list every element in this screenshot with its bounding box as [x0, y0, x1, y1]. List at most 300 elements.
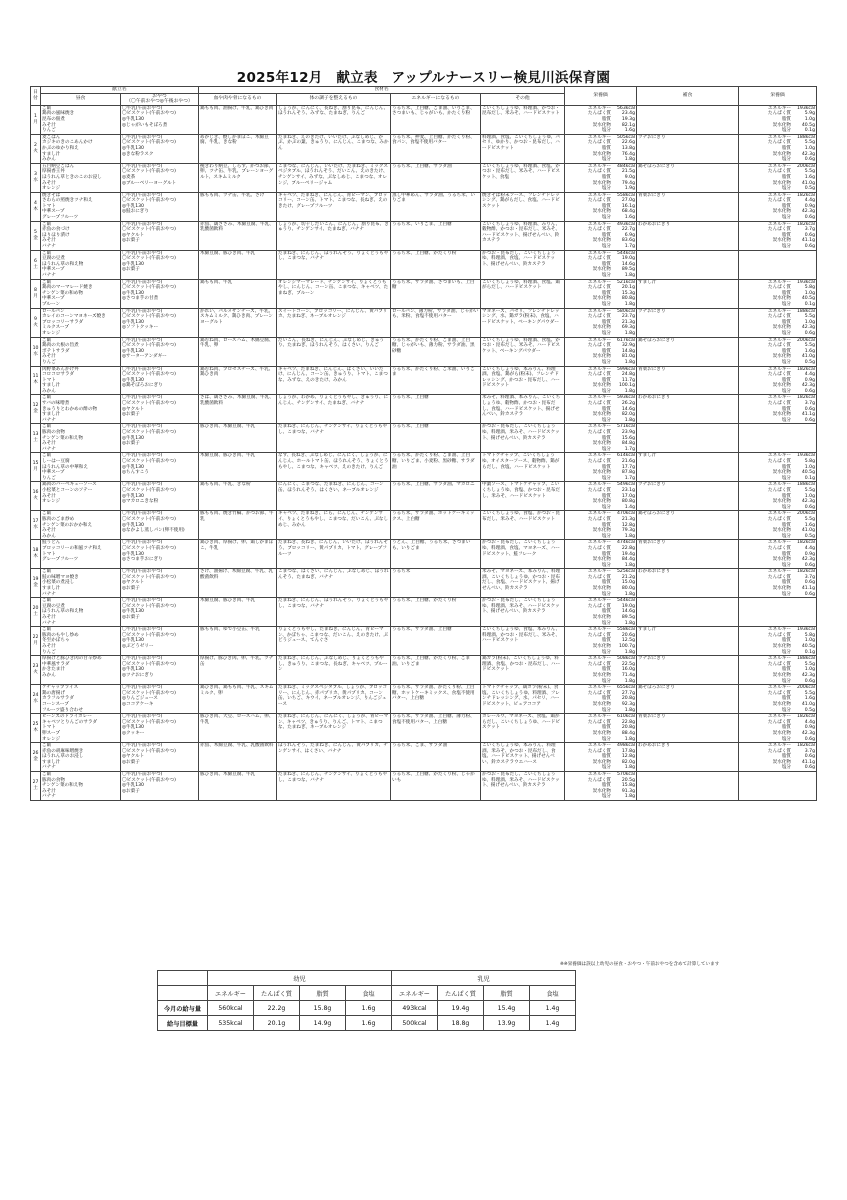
snack-item: 〇牛乳(午前おやつ): [122, 424, 163, 430]
other-ingredients-cell: [481, 337, 565, 366]
lunch-item: りんご: [42, 649, 56, 655]
nutrition-label: たんぱく質: [588, 256, 612, 262]
nutrition2-cell: [739, 192, 817, 221]
nutrition-value: 570kcal: [616, 772, 636, 778]
lunch-item: すまし汁: [42, 586, 61, 592]
nutrition-value: 80.8g: [621, 296, 636, 302]
nutrition-label: たんぱく質: [588, 111, 612, 117]
nutrition-value: 14.6g: [621, 261, 636, 267]
nutrition2-label: 脂質: [781, 203, 792, 209]
body-foods: たまねぎ、にんじん、ぶなしめじ、りょくとうもやし、きゅうり、こまつな、長ねぎ、キャベツ、プルーン: [278, 656, 388, 673]
nutrition-line: [566, 621, 635, 627]
body-foods-cell: [277, 685, 391, 714]
nutrition2-value: 5.5g: [804, 661, 816, 667]
nutrition2-label: 脂質: [781, 116, 792, 122]
nutrition-label: エネルギー: [588, 424, 612, 430]
summary-value: 14.9g: [300, 1016, 346, 1031]
nutrition2-label: 塩分: [781, 649, 792, 655]
date-cell: [31, 656, 41, 685]
nutrition2-value: 42.3g: [801, 151, 816, 157]
nutrition-label: 脂質: [601, 725, 612, 731]
nutrition2-label: 脂質: [781, 145, 792, 151]
nutrition2-cell: [739, 308, 817, 337]
summary-column-row: [158, 986, 576, 1001]
lunch-item: みそ汁: [42, 788, 56, 794]
nutrition-label: 脂質: [601, 580, 612, 586]
day-number: 23: [32, 664, 39, 670]
blood-foods-cell: [199, 714, 277, 743]
nutrition-line: [566, 794, 635, 800]
weekday: 火: [33, 322, 38, 328]
lunch-item: バナナ: [42, 244, 56, 250]
lunch-item: みそ汁: [42, 441, 56, 447]
nutrition2-value: 42.3g: [801, 209, 816, 215]
day-row: [31, 511, 817, 540]
header-other: その他: [481, 93, 565, 105]
nutrition2-value: 42.3g: [801, 730, 816, 736]
nutrition2-value: 41.0g: [801, 180, 816, 186]
energy-foods: うるち米、サラダ油、さつまいも、上白糖: [392, 279, 475, 291]
supplement-cell: [637, 163, 739, 192]
weekday: 水: [33, 699, 38, 705]
snack-item: ◎牛乳130: [122, 348, 144, 354]
supplement-item: ツナおにぎり: [638, 656, 666, 662]
weekday: 月: [33, 119, 38, 125]
other-ingredients: こいくちしょうゆ、料理酒、かつお・昆布だし、米みそ、ハードビスケット: [482, 105, 560, 117]
nutrition2-label: 炭水化物: [772, 354, 792, 360]
other-ingredients-cell: [481, 482, 565, 511]
lunch-cell: [41, 743, 121, 772]
nutrition2-label: たんぱく質: [768, 314, 792, 320]
other-ingredients: 料理酒、食塩、こいくちしょうゆ、パセリ、ゆかり、かつお・昆布だし、ハードビスケット: [482, 134, 560, 151]
nutrition2-value: 1.0g: [804, 290, 816, 296]
date-cell: [31, 163, 41, 192]
nutrition-line: [566, 765, 635, 771]
nutrition2-value: 200kcal: [796, 685, 816, 691]
weekday: 木: [33, 206, 38, 212]
nutrition-label: たんぱく質: [588, 343, 612, 349]
snack-cell: [121, 627, 199, 656]
nutrition2-value: 5.5g: [804, 140, 816, 146]
body-foods: こまつな、にんじん、いいたけ、たまねぎ、ミックスベジタブル、ほうれんそう、だいこん、えのきたけ、チンゲンサイ、みずな、ぶなしめじ、こまつな、オレンジ、ブルーベリージャム: [278, 163, 389, 186]
nutrition2-label: 脂質: [781, 290, 792, 296]
nutrition2-value: 5.8g: [804, 632, 816, 638]
supplement-cell: [637, 308, 739, 337]
nutrition2-label: エネルギー: [768, 453, 792, 459]
summary-row-target: [158, 1016, 576, 1031]
nutrition-value: 1.6g: [624, 128, 636, 134]
summary-corner: [158, 971, 208, 986]
day-number: 26: [32, 751, 39, 757]
nutrition-label: 炭水化物: [592, 528, 612, 534]
nutrition2-label: エネルギー: [768, 279, 792, 285]
snack-item: ◎鶏そぼろおにぎり: [122, 383, 163, 389]
lunch-cell: [41, 656, 121, 685]
nutrition2-value: 1.6g: [804, 522, 816, 528]
nutrition2-value: 5.5g: [804, 487, 816, 493]
nutrition-value: 474kcal: [616, 540, 636, 546]
nutrition2-value: 1.0g: [804, 638, 816, 644]
snack-item: ◎麦茶: [122, 174, 136, 180]
nutrition-label: たんぱく質: [588, 430, 612, 436]
snack-item: 〇牛乳(午前おやつ): [122, 685, 163, 691]
snack-item: ◎牛乳130: [122, 377, 144, 383]
snack-item: ◎きな粉ラスク: [122, 151, 154, 157]
day-number: 13: [32, 432, 39, 438]
blood-foods: 鶏もも肉、油揚げ、牛乳、鶏ひき肉: [200, 105, 274, 111]
summary-col-header: 脂質: [484, 986, 530, 1001]
nutrition2-label: たんぱく質: [768, 545, 792, 551]
nutrition-value: 6.9g: [624, 232, 636, 238]
lunch-item: かきたま汁: [42, 667, 65, 673]
lunch-item: ご飯: [42, 772, 52, 778]
snack-item: 〇牛乳(午前おやつ): [122, 540, 163, 546]
nutrition-label: 脂質: [601, 551, 612, 557]
blood-foods-cell: [199, 569, 277, 598]
blood-foods-cell: [199, 685, 277, 714]
nutrition2-value: 0.1g: [804, 475, 816, 481]
nutrition2-label: エネルギー: [768, 308, 792, 314]
nutrition-value: 558kcal: [616, 627, 636, 633]
weekday: 木: [33, 554, 38, 560]
date-cell: [31, 482, 41, 511]
supplement-cell: [637, 540, 739, 569]
snack-item: 〇牛乳(午前おやつ): [122, 511, 163, 517]
energy-foods-cell: [391, 192, 481, 221]
body-foods: ほうれんそう、たまねぎ、にんじん、黄パプリカ、チンゲンサイ、はくさい、バナナ: [278, 743, 388, 754]
nutrition2-label: たんぱく質: [768, 748, 792, 754]
lunch-item: すまし汁: [42, 412, 61, 418]
nutrition-label: 脂質: [601, 348, 612, 354]
day-row: [31, 743, 817, 772]
weekday: 金: [33, 583, 38, 589]
body-foods: りょくとうもやし、たまねぎ、にんじん、青ピーマン、かぼちゃ、こまつな、だいこん、えのきたけ、ぶどうジュース、てんぐさ: [278, 627, 388, 644]
nutrition2-cell: [739, 685, 817, 714]
nutrition-value: 14.8g: [621, 348, 636, 354]
body-foods-cell: [277, 453, 391, 482]
nutrition-label: 塩分: [601, 504, 612, 510]
body-foods: こまつな、はくさい、にんじん、ぶなしめじ、ほうれんそう、たまねぎ、バナナ: [278, 569, 389, 580]
lunch-item: みそ汁: [42, 528, 56, 534]
nutrition-label: 炭水化物: [592, 586, 612, 592]
nutrition-label: エネルギー: [588, 366, 612, 372]
nutrition-cell: [565, 685, 637, 714]
nutrition-value: 82.0g: [621, 412, 636, 418]
other-ingredients-cell: [481, 743, 565, 772]
lunch-item: 中華スープ: [42, 296, 65, 302]
nutrition-value: 19.0g: [621, 603, 636, 609]
nutrition2-value: 0.6g: [804, 591, 816, 597]
summary-value: 15.4g: [484, 1001, 530, 1016]
day-row: [31, 395, 817, 424]
day-row: [31, 540, 817, 569]
nutrition-label: エネルギー: [588, 714, 612, 720]
day-row: [31, 192, 817, 221]
snack-item: ◎牛乳130: [122, 203, 144, 209]
snack-item: 〇牛乳(午前おやつ): [122, 192, 163, 198]
nutrition-value: 1.8g: [624, 707, 636, 713]
nutrition2-label: たんぱく質: [768, 169, 792, 175]
supplement-item: 青菜おにぎり: [638, 714, 666, 720]
nutrition-value: 9.0g: [624, 174, 636, 180]
nutrition-label: 脂質: [601, 319, 612, 325]
weekday: 金: [33, 409, 38, 415]
nutrition2-value: 0.6g: [804, 736, 816, 742]
day-number: 17: [32, 519, 39, 525]
lunch-item: カジキのきのこあんかけ: [42, 140, 93, 146]
nutrition2-value: 42.3g: [801, 383, 816, 389]
nutrition2-label: 塩分: [781, 186, 792, 192]
nutrition2-cell: [739, 134, 817, 163]
nutrition-label: たんぱく質: [588, 748, 612, 754]
lunch-cell: [41, 337, 121, 366]
day-number: 16: [32, 490, 39, 496]
lunch-item: ほうれん草の中華和え: [42, 464, 88, 470]
nutrition-label: 脂質: [601, 290, 612, 296]
day-row: [31, 772, 817, 801]
nutrition2-value: 188kcal: [796, 656, 816, 662]
weekday: 火: [33, 148, 38, 154]
nutrition-label: エネルギー: [588, 308, 612, 314]
nutrition-label: エネルギー: [588, 482, 612, 488]
nutrition2-label: 脂質: [781, 174, 792, 180]
supplement-cell: [637, 424, 739, 453]
blood-foods-cell: [199, 743, 277, 772]
weekday: 土: [33, 786, 38, 792]
snack-item: ◎りんごジュース: [122, 696, 158, 702]
nutrition-line: [566, 331, 635, 337]
supplement-cell: [637, 192, 739, 221]
other-ingredients-cell: [481, 308, 565, 337]
nutrition2-label: 塩分: [781, 128, 792, 134]
nutrition2-label: 炭水化物: [772, 701, 792, 707]
date-cell: [31, 250, 41, 279]
day-row: [31, 656, 817, 685]
energy-foods: うるち米、かたくり粉、ごま油、上白糖、いりごま、小麦粉、黒砂糖、サラダ油: [392, 453, 475, 470]
other-ingredients-cell: [481, 192, 565, 221]
lunch-item: ご飯: [42, 221, 52, 227]
nutrition2-value: 0.9g: [804, 725, 816, 731]
summary-value: 1.4g: [530, 1001, 576, 1016]
nutrition2-value: 40.5g: [801, 122, 816, 128]
nutrition2-label: エネルギー: [768, 569, 792, 575]
summary-value: 535kcal: [208, 1016, 254, 1031]
lunch-item: バナナ: [42, 765, 56, 771]
nutrition2-value: 193kcal: [796, 627, 816, 633]
nutrition2-label: エネルギー: [768, 221, 792, 227]
date-cell: [31, 569, 41, 598]
summary-value: 560kcal: [208, 1001, 254, 1016]
nutrition-label: たんぱく質: [588, 401, 612, 407]
lunch-item: ビーンズのドライカレー: [42, 714, 92, 720]
lunch-item: 鮭うどん: [42, 540, 61, 546]
lunch-item: フルーツ盛り合わせ: [42, 707, 83, 713]
lunch-item: みそ汁: [42, 354, 56, 360]
nutrition2-value: 4.4g: [804, 372, 816, 378]
nutrition-value: 100.7g: [618, 644, 636, 649]
weekday: 水: [33, 525, 38, 531]
nutrition-value: 79.3g: [621, 528, 636, 534]
blood-foods-cell: [199, 482, 277, 511]
lunch-item: 鶏の唐揚げ: [42, 690, 65, 696]
snack-item: ◎鮭おにぎり: [122, 209, 149, 215]
lunch-item: カレイのコーンマヨネーズ焼き: [42, 314, 106, 320]
lunch-item: 肉野菜あんかけ丼: [42, 366, 79, 372]
header-snack: [121, 93, 199, 105]
snack-item: 〇ビスケット(午前おやつ): [122, 198, 176, 204]
nutrition2-value: 0.6g: [804, 417, 816, 423]
blood-foods: 豚ひき肉、木綿豆腐、牛乳: [200, 424, 256, 430]
nutrition2-value: 40.5g: [801, 470, 816, 476]
date-cell: [31, 366, 41, 395]
lunch-item: ご飯: [42, 105, 52, 111]
nutrition-value: 13.8g: [621, 145, 636, 151]
supplement-item: ツナおにぎり: [638, 134, 666, 140]
nutrition2-value: 182kcal: [796, 714, 816, 720]
snack-item: 〇牛乳(午前おやつ): [122, 221, 163, 227]
nutrition-label: 脂質: [601, 493, 612, 499]
snack-item: ◎ちんすこう: [122, 470, 149, 476]
nutrition2-value: 0.6g: [804, 330, 816, 336]
nutrition2-value: 0.6g: [804, 215, 816, 221]
lunch-item: チンゲン菜のおかか和え: [42, 522, 93, 528]
other-ingredients: かつお・昆布だし、こいくちしょうゆ、料理酒、食塩、マヨネーズ、ハードビスケット、鮭フレーク: [482, 540, 560, 557]
nutrition-label: 炭水化物: [592, 296, 612, 302]
nutrition-value: 22.8g: [621, 545, 636, 551]
nutrition2-label: たんぱく質: [768, 401, 792, 407]
nutrition-value: 23.1g: [621, 487, 636, 493]
lunch-cell: [41, 598, 121, 627]
lunch-item: 小松菜とコーンのソテー: [42, 487, 93, 493]
nutrition2-value: 5.5g: [804, 343, 816, 349]
energy-foods: うるち米、上白糖、サラダ油、マカロニ: [392, 482, 475, 488]
nutrition-label: 塩分: [601, 244, 612, 250]
nutrition-label: 脂質: [601, 261, 612, 267]
snack-item: ◎ヤクルト: [122, 580, 145, 586]
body-foods: たまねぎ、えのきたけ、いいたけ、ぶなしめじ、かぶ、かぶの葉、きゅうり、にんじん、こまつな、みかん: [278, 134, 389, 151]
nutrition2-value: 1.0g: [804, 145, 816, 151]
nutrition2-value: 3.7g: [804, 574, 816, 580]
nutrition-label: 炭水化物: [592, 354, 612, 360]
nutrition2-value: 0.5g: [804, 707, 816, 713]
snack-item: 〇牛乳(午前おやつ): [122, 569, 163, 575]
header-nutrition: 栄養価: [565, 87, 637, 106]
lunch-item: ご飯: [42, 337, 52, 343]
lunch-item: 豚肉のごま炒め: [42, 516, 75, 522]
nutrition-value: 22.7g: [621, 227, 636, 233]
day-number: 18: [32, 548, 39, 554]
supplement-cell: [637, 743, 739, 772]
day-number: 8: [34, 287, 37, 293]
nutrition2-value: 0.6g: [804, 244, 816, 250]
nutrition2-value: 0.6g: [804, 580, 816, 586]
nutrition2-cell: [739, 366, 817, 395]
lunch-cell: [41, 714, 121, 743]
nutrition-value: 23.7g: [621, 314, 636, 320]
summary-col-header: エネルギー: [208, 986, 254, 1001]
supplement-cell: [637, 569, 739, 598]
energy-foods-cell: [391, 627, 481, 656]
body-foods: たまねぎ、にんじん、チンゲンサイ、りょくとうもやし、こまつな、バナナ: [278, 772, 388, 783]
lunch-item: ご飯: [42, 279, 52, 285]
nutrition-label: エネルギー: [588, 337, 612, 343]
nutrition2-value: 182kcal: [796, 221, 816, 227]
nutrition-label: たんぱく質: [588, 574, 612, 580]
snack-item: 〇ビスケット(午前おやつ): [122, 343, 176, 349]
day-number: 11: [32, 374, 39, 380]
nutrition-value: 82.1g: [621, 122, 636, 128]
nutrition-value: 17.8g: [621, 748, 636, 754]
nutrition2-cell: [739, 743, 817, 772]
date-cell: [31, 337, 41, 366]
body-foods: キャベツ、たまねぎ、にんじん、青ピーマン、ブロッコリー、コーン缶、トマト、こまつな、長ねぎ、えのきたけ、グレープフルーツ: [278, 192, 388, 209]
nutrition-label: 塩分: [601, 765, 612, 771]
nutrition2-value: 4.4g: [804, 545, 816, 551]
nutrition2-cell: [739, 540, 817, 569]
snack-item: ◎ココアケーキ: [122, 701, 154, 707]
nutrition-value: 484kcal: [616, 163, 636, 169]
nutrition-value: 1.7g: [624, 446, 636, 452]
body-foods-cell: [277, 192, 391, 221]
snack-item: 〇ビスケット(午前おやつ): [122, 777, 176, 783]
body-foods-cell: [277, 540, 391, 569]
supplement-item: 鶏そぼろおにぎり: [638, 163, 675, 169]
blood-foods-cell: [199, 105, 277, 134]
blood-foods: 豚もも肉、焼き竹輪、かつお節、牛乳: [200, 511, 274, 522]
weekday: 火: [33, 670, 38, 676]
nutrition2-line: [740, 302, 815, 308]
blood-foods-cell: [199, 221, 277, 250]
day-number: 25: [32, 722, 39, 728]
energy-foods-cell: [391, 511, 481, 540]
blood-foods: 鶏むね肉、プロセスチーズ、牛乳、鶏ひき肉: [200, 366, 274, 378]
nutrition2-label: たんぱく質: [768, 227, 792, 233]
nutrition2-label: 炭水化物: [772, 499, 792, 505]
body-foods: しょうが、切干しだいこん、にんじん、割り昆布、きゅうり、チンゲンサイ、たまねぎ、バナナ: [278, 221, 389, 233]
summary-corner-2: [158, 986, 208, 1001]
nutrition-value: 15.0g: [621, 580, 636, 586]
header-foods: 食材名: [199, 87, 565, 94]
nutrition2-label: 塩分: [781, 157, 792, 163]
lunch-item: バナナ: [42, 273, 56, 278]
lunch-item: グレープフルーツ: [42, 215, 79, 221]
body-foods: オレンジマーマレード、チンゲンサイ、りょくとうもやし、にんじん、コーン缶、こまつな、キャベツ、たまねぎ、プルーン: [278, 279, 389, 296]
nutrition-line: [566, 273, 635, 279]
body-foods-cell: [277, 250, 391, 279]
nutrition-label: エネルギー: [588, 772, 612, 778]
energy-foods: うるち米、上白糖、かたくり粉、ごま油、いりごま: [392, 656, 471, 667]
other-ingredients: かつお・昆布だし、こいくちしょうゆ、料理酒、米みそ、ハードビスケット、揚げせんべい、鈴カステラ: [482, 424, 560, 441]
nutrition2-cell: [739, 105, 817, 134]
blood-foods-cell: [199, 511, 277, 540]
nutrition2-label: 脂質: [781, 638, 792, 644]
nutrition-label: エネルギー: [588, 656, 612, 662]
nutrition-value: 23.9g: [621, 430, 636, 436]
energy-foods-cell: [391, 685, 481, 714]
lunch-item: ご飯: [42, 743, 52, 749]
nutrition2-value: 193kcal: [796, 453, 816, 459]
nutrition-value: 558kcal: [616, 192, 636, 198]
supplement-item: すまし汁: [638, 453, 657, 459]
nutrition-line: [566, 186, 635, 192]
summary-col-header: エネルギー: [392, 986, 438, 1001]
lunch-item: 鶏肉のマーマレード焼き: [42, 285, 93, 291]
summary-row-actual: [158, 1001, 576, 1016]
supplement-cell: [637, 105, 739, 134]
nutrition2-label: 炭水化物: [772, 730, 792, 736]
nutrition-value: 610kcal: [616, 714, 636, 720]
nutrition2-value: 0.5g: [804, 359, 816, 365]
